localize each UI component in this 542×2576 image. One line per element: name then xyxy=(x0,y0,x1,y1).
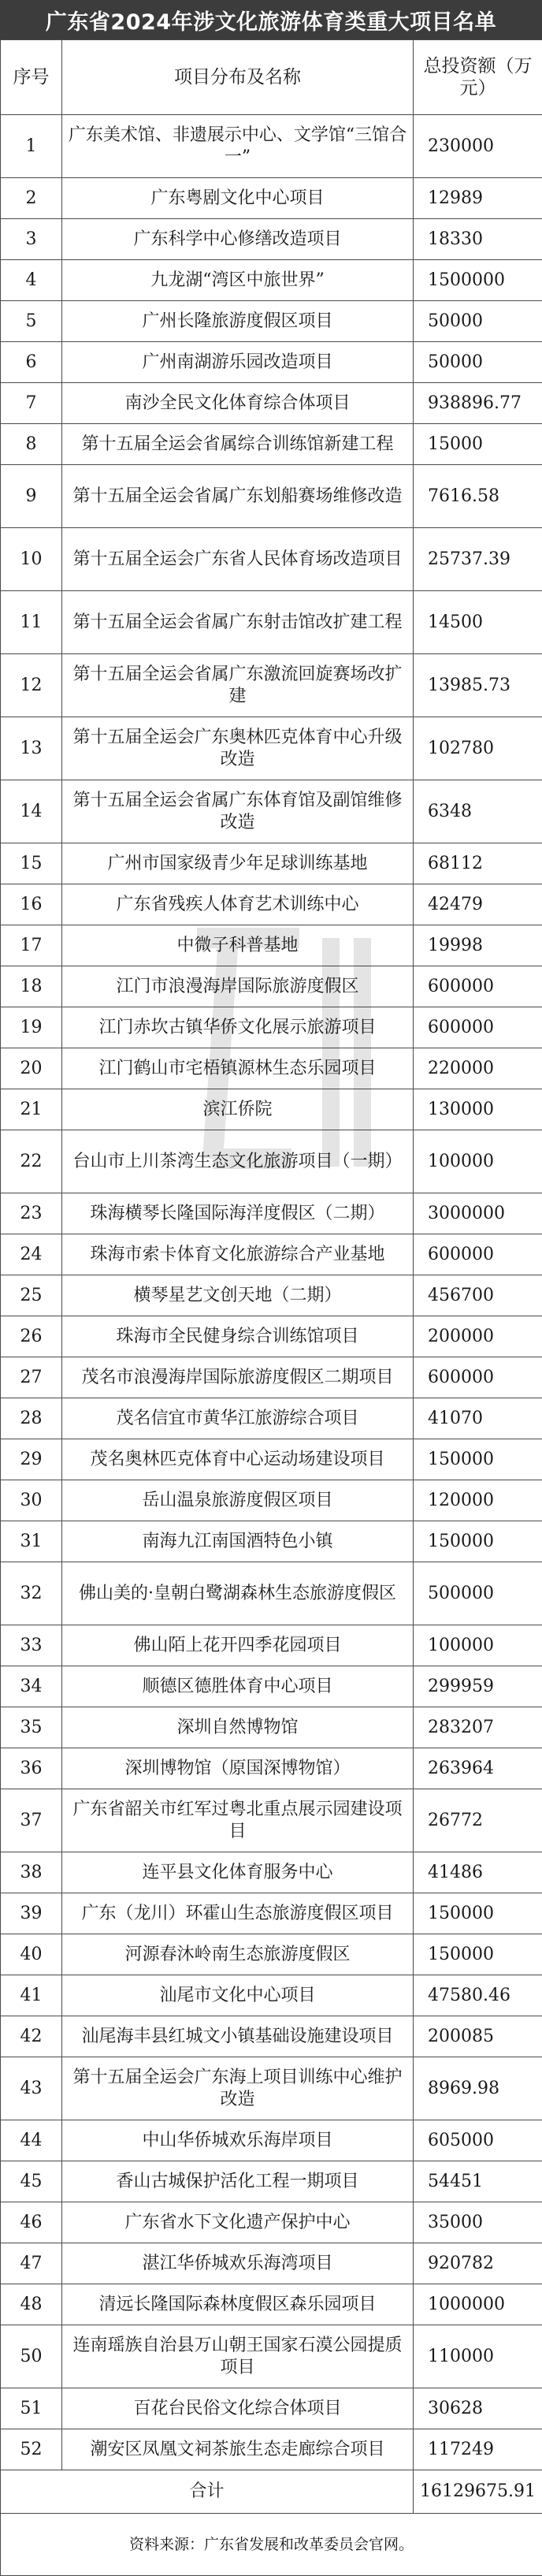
row-project-name: 湛江华侨城欢乐海湾项目 xyxy=(62,2243,414,2284)
table-row xyxy=(1,1975,542,2016)
row-investment: 68112 xyxy=(414,843,542,884)
table-row xyxy=(1,1562,542,1625)
table-row xyxy=(1,2429,542,2470)
row-number: 13 xyxy=(1,717,62,780)
total-amount: 16129675.91 xyxy=(414,2470,542,2514)
row-investment: 600000 xyxy=(414,1007,542,1048)
row-project-name: 江门鹤山市宅梧镇源林生态乐园项目 xyxy=(62,1048,414,1089)
table-row xyxy=(1,219,542,260)
row-project-name: 广东粤剧文化中心项目 xyxy=(62,178,414,219)
header-no: 序号 xyxy=(1,40,62,115)
table-row xyxy=(1,1748,542,1789)
row-number: 25 xyxy=(1,1275,62,1316)
table-row xyxy=(1,115,542,178)
row-project-name: 岳山温泉旅游度假区项目 xyxy=(62,1480,414,1521)
row-project-name: 九龙湖“湾区中旅世界” xyxy=(62,260,414,301)
row-investment: 41070 xyxy=(414,1398,542,1439)
table-row xyxy=(1,528,542,591)
table-row xyxy=(1,301,542,342)
source-row xyxy=(1,2514,542,2576)
row-number: 22 xyxy=(1,1130,62,1193)
header-name: 项目分布及名称 xyxy=(62,40,414,115)
table-row xyxy=(1,591,542,654)
table-row xyxy=(1,1480,542,1521)
total-label: 合计 xyxy=(1,2470,414,2514)
table-row xyxy=(1,843,542,884)
row-project-name: 珠海市全民健身综合训练馆项目 xyxy=(62,1316,414,1357)
table-row xyxy=(1,884,542,925)
row-number: 39 xyxy=(1,1893,62,1934)
row-number: 48 xyxy=(1,2284,62,2325)
row-number: 38 xyxy=(1,1852,62,1893)
row-number: 9 xyxy=(1,465,62,528)
row-project-name: 香山古城保护活化工程一期项目 xyxy=(62,2161,414,2202)
row-investment: 600000 xyxy=(414,966,542,1007)
row-project-name: 汕尾市文化中心项目 xyxy=(62,1975,414,2016)
table-row xyxy=(1,383,542,424)
row-investment: 1000000 xyxy=(414,2284,542,2325)
row-investment: 102780 xyxy=(414,717,542,780)
table-row xyxy=(1,1007,542,1048)
row-investment: 117249 xyxy=(414,2429,542,2470)
header-row xyxy=(1,40,542,115)
row-investment: 500000 xyxy=(414,1562,542,1625)
row-project-name: 深圳博物馆（原国深博物馆） xyxy=(62,1748,414,1789)
row-investment: 605000 xyxy=(414,2120,542,2161)
row-investment: 50000 xyxy=(414,342,542,383)
table-row xyxy=(1,1234,542,1275)
row-project-name: 第十五届全运会省属广东划船赛场维修改造 xyxy=(62,465,414,528)
table-row xyxy=(1,1666,542,1707)
row-investment: 1500000 xyxy=(414,260,542,301)
row-project-name: 江门赤坎古镇华侨文化展示旅游项目 xyxy=(62,1007,414,1048)
row-number: 52 xyxy=(1,2429,62,2470)
row-project-name: 广东美术馆、非遗展示中心、文学馆“三馆合一” xyxy=(62,115,414,178)
row-project-name: 南海九江南国酒特色小镇 xyxy=(62,1521,414,1562)
row-project-name: 滨江侨院 xyxy=(62,1089,414,1130)
row-investment: 600000 xyxy=(414,1234,542,1275)
row-number: 11 xyxy=(1,591,62,654)
table-row xyxy=(1,1789,542,1852)
row-investment: 220000 xyxy=(414,1048,542,1089)
row-number: 33 xyxy=(1,1625,62,1666)
row-investment: 600000 xyxy=(414,1357,542,1398)
row-project-name: 顺德区德胜体育中心项目 xyxy=(62,1666,414,1707)
row-number: 43 xyxy=(1,2057,62,2120)
row-project-name: 珠海市索卡体育文化旅游综合产业基地 xyxy=(62,1234,414,1275)
row-investment: 120000 xyxy=(414,1480,542,1521)
row-project-name: 第十五届全运会省属综合训练馆新建工程 xyxy=(62,424,414,465)
row-number: 3 xyxy=(1,219,62,260)
row-project-name: 台山市上川茶湾生态文化旅游项目（一期） xyxy=(62,1130,414,1193)
row-investment: 7616.58 xyxy=(414,465,542,528)
row-number: 44 xyxy=(1,2120,62,2161)
row-investment: 150000 xyxy=(414,1934,542,1975)
row-number: 42 xyxy=(1,2016,62,2057)
table-row xyxy=(1,1707,542,1748)
table-row xyxy=(1,2120,542,2161)
row-investment: 200085 xyxy=(414,2016,542,2057)
row-investment: 200000 xyxy=(414,1316,542,1357)
table-row xyxy=(1,1934,542,1975)
row-number: 1 xyxy=(1,115,62,178)
row-number: 10 xyxy=(1,528,62,591)
table-row xyxy=(1,1275,542,1316)
table-row xyxy=(1,1625,542,1666)
row-project-name: 江门市浪漫海岸国际旅游度假区 xyxy=(62,966,414,1007)
table-row xyxy=(1,2388,542,2429)
table-row xyxy=(1,2057,542,2120)
table-row xyxy=(1,966,542,1007)
row-investment: 13985.73 xyxy=(414,654,542,717)
row-project-name: 连平县文化体育服务中心 xyxy=(62,1852,414,1893)
row-investment: 150000 xyxy=(414,1893,542,1934)
row-number: 45 xyxy=(1,2161,62,2202)
row-number: 34 xyxy=(1,1666,62,1707)
row-project-name: 茂名信宜市黄华江旅游综合项目 xyxy=(62,1398,414,1439)
row-project-name: 汕尾海丰县红城文小镇基础设施建设项目 xyxy=(62,2016,414,2057)
header-amount: 总投资额（万元） xyxy=(414,40,542,115)
table-row xyxy=(1,1852,542,1893)
row-investment: 150000 xyxy=(414,1439,542,1480)
table-row xyxy=(1,1089,542,1130)
row-project-name: 广州市国家级青少年足球训练基地 xyxy=(62,843,414,884)
table-row xyxy=(1,342,542,383)
table-row xyxy=(1,780,542,843)
row-investment: 54451 xyxy=(414,2161,542,2202)
row-project-name: 广州长隆旅游度假区项目 xyxy=(62,301,414,342)
row-number: 30 xyxy=(1,1480,62,1521)
table-row xyxy=(1,1316,542,1357)
row-investment: 50000 xyxy=(414,301,542,342)
row-number: 35 xyxy=(1,1707,62,1748)
row-project-name: 佛山美的·皇朝白鹭湖森林生态旅游度假区 xyxy=(62,1562,414,1625)
row-number: 37 xyxy=(1,1789,62,1852)
row-investment: 130000 xyxy=(414,1089,542,1130)
row-project-name: 第十五届全运会省属广东射击馆改扩建工程 xyxy=(62,591,414,654)
table-row xyxy=(1,1398,542,1439)
row-investment: 6348 xyxy=(414,780,542,843)
row-number: 46 xyxy=(1,2202,62,2243)
table-row xyxy=(1,654,542,717)
row-investment: 3000000 xyxy=(414,1193,542,1234)
table-row xyxy=(1,1893,542,1934)
row-number: 32 xyxy=(1,1562,62,1625)
row-project-name: 第十五届全运会广东省人民体育场改造项目 xyxy=(62,528,414,591)
row-number: 18 xyxy=(1,966,62,1007)
row-number: 26 xyxy=(1,1316,62,1357)
row-project-name: 广州南湖游乐园改造项目 xyxy=(62,342,414,383)
table-row xyxy=(1,2325,542,2388)
row-investment: 100000 xyxy=(414,1130,542,1193)
row-project-name: 广东（龙川）环霍山生态旅游度假区项目 xyxy=(62,1893,414,1934)
table-row xyxy=(1,1193,542,1234)
table-row xyxy=(1,1521,542,1562)
row-project-name: 广东省韶关市红军过粤北重点展示园建设项目 xyxy=(62,1789,414,1852)
row-number: 6 xyxy=(1,342,62,383)
row-investment: 920782 xyxy=(414,2243,542,2284)
row-number: 21 xyxy=(1,1089,62,1130)
table-row xyxy=(1,465,542,528)
row-project-name: 潮安区凤凰文祠茶旅生态走廊综合项目 xyxy=(62,2429,414,2470)
table-row xyxy=(1,2202,542,2243)
table-row xyxy=(1,717,542,780)
row-project-name: 茂名市浪漫海岸国际旅游度假区二期项目 xyxy=(62,1357,414,1398)
row-number: 36 xyxy=(1,1748,62,1789)
row-number: 31 xyxy=(1,1521,62,1562)
row-project-name: 第十五届全运会广东海上项目训练中心维护改造 xyxy=(62,2057,414,2120)
table-body xyxy=(1,115,542,2470)
row-investment: 18330 xyxy=(414,219,542,260)
table-row xyxy=(1,424,542,465)
row-project-name: 第十五届全运会省属广东体育馆及副馆维修改造 xyxy=(62,780,414,843)
row-investment: 35000 xyxy=(414,2202,542,2243)
row-number: 24 xyxy=(1,1234,62,1275)
row-number: 28 xyxy=(1,1398,62,1439)
row-investment: 230000 xyxy=(414,115,542,178)
table-row xyxy=(1,1048,542,1089)
table-row xyxy=(1,1357,542,1398)
row-project-name: 中微子科普基地 xyxy=(62,925,414,966)
project-table xyxy=(0,39,542,2576)
row-number: 51 xyxy=(1,2388,62,2429)
row-investment: 283207 xyxy=(414,1707,542,1748)
table-row xyxy=(1,1130,542,1193)
row-investment: 299959 xyxy=(414,1666,542,1707)
row-project-name: 第十五届全运会省属广东激流回旋赛场改扩建 xyxy=(62,654,414,717)
source-note: 资料来源：广东省发展和改革委员会官网。 xyxy=(1,2514,542,2576)
row-investment: 41486 xyxy=(414,1852,542,1893)
row-project-name: 广东省水下文化遗产保护中心 xyxy=(62,2202,414,2243)
row-investment: 25737.39 xyxy=(414,528,542,591)
table-row xyxy=(1,2284,542,2325)
row-investment: 15000 xyxy=(414,424,542,465)
row-number: 16 xyxy=(1,884,62,925)
row-project-name: 珠海横琴长隆国际海洋度假区（二期） xyxy=(62,1193,414,1234)
row-number: 47 xyxy=(1,2243,62,2284)
row-number: 17 xyxy=(1,925,62,966)
row-project-name: 连南瑶族自治县万山朝王国家石漠公园提质项目 xyxy=(62,2325,414,2388)
total-row xyxy=(1,2470,542,2514)
row-project-name: 广东科学中心修缮改造项目 xyxy=(62,219,414,260)
row-investment: 150000 xyxy=(414,1521,542,1562)
table-row xyxy=(1,2161,542,2202)
row-project-name: 河源春沐岭南生态旅游度假区 xyxy=(62,1934,414,1975)
row-investment: 19998 xyxy=(414,925,542,966)
row-investment: 42479 xyxy=(414,884,542,925)
row-number: 7 xyxy=(1,383,62,424)
row-number: 19 xyxy=(1,1007,62,1048)
row-number: 23 xyxy=(1,1193,62,1234)
row-number: 40 xyxy=(1,1934,62,1975)
row-investment: 263964 xyxy=(414,1748,542,1789)
row-number: 15 xyxy=(1,843,62,884)
table-row xyxy=(1,178,542,219)
row-investment: 110000 xyxy=(414,2325,542,2388)
table-row xyxy=(1,925,542,966)
row-investment: 8969.98 xyxy=(414,2057,542,2120)
row-investment: 12989 xyxy=(414,178,542,219)
row-number: 50 xyxy=(1,2325,62,2388)
row-project-name: 深圳自然博物馆 xyxy=(62,1707,414,1748)
row-investment: 47580.46 xyxy=(414,1975,542,2016)
row-number: 27 xyxy=(1,1357,62,1398)
row-investment: 938896.77 xyxy=(414,383,542,424)
table-row xyxy=(1,2243,542,2284)
table-row xyxy=(1,2016,542,2057)
row-number: 5 xyxy=(1,301,62,342)
row-project-name: 横琴星艺文创天地（二期） xyxy=(62,1275,414,1316)
row-project-name: 中山华侨城欢乐海岸项目 xyxy=(62,2120,414,2161)
row-project-name: 第十五届全运会广东奥林匹克体育中心升级改造 xyxy=(62,717,414,780)
row-project-name: 清远长隆国际森林度假区森乐园项目 xyxy=(62,2284,414,2325)
row-investment: 14500 xyxy=(414,591,542,654)
row-project-name: 南沙全民文化体育综合体项目 xyxy=(62,383,414,424)
row-number: 12 xyxy=(1,654,62,717)
table-row xyxy=(1,1439,542,1480)
row-number: 14 xyxy=(1,780,62,843)
row-number: 4 xyxy=(1,260,62,301)
table-row xyxy=(1,260,542,301)
row-number: 20 xyxy=(1,1048,62,1089)
row-number: 2 xyxy=(1,178,62,219)
row-investment: 100000 xyxy=(414,1625,542,1666)
row-investment: 26772 xyxy=(414,1789,542,1852)
row-number: 41 xyxy=(1,1975,62,2016)
row-project-name: 佛山陌上花开四季花园项目 xyxy=(62,1625,414,1666)
row-investment: 456700 xyxy=(414,1275,542,1316)
row-investment: 30628 xyxy=(414,2388,542,2429)
row-project-name: 广东省残疾人体育艺术训练中心 xyxy=(62,884,414,925)
row-number: 8 xyxy=(1,424,62,465)
table-title: 广东省2024年涉文化旅游体育类重大项目名单 xyxy=(0,0,542,39)
row-number: 29 xyxy=(1,1439,62,1480)
row-project-name: 茂名奥林匹克体育中心运动场建设项目 xyxy=(62,1439,414,1480)
row-project-name: 百花台民俗文化综合体项目 xyxy=(62,2388,414,2429)
